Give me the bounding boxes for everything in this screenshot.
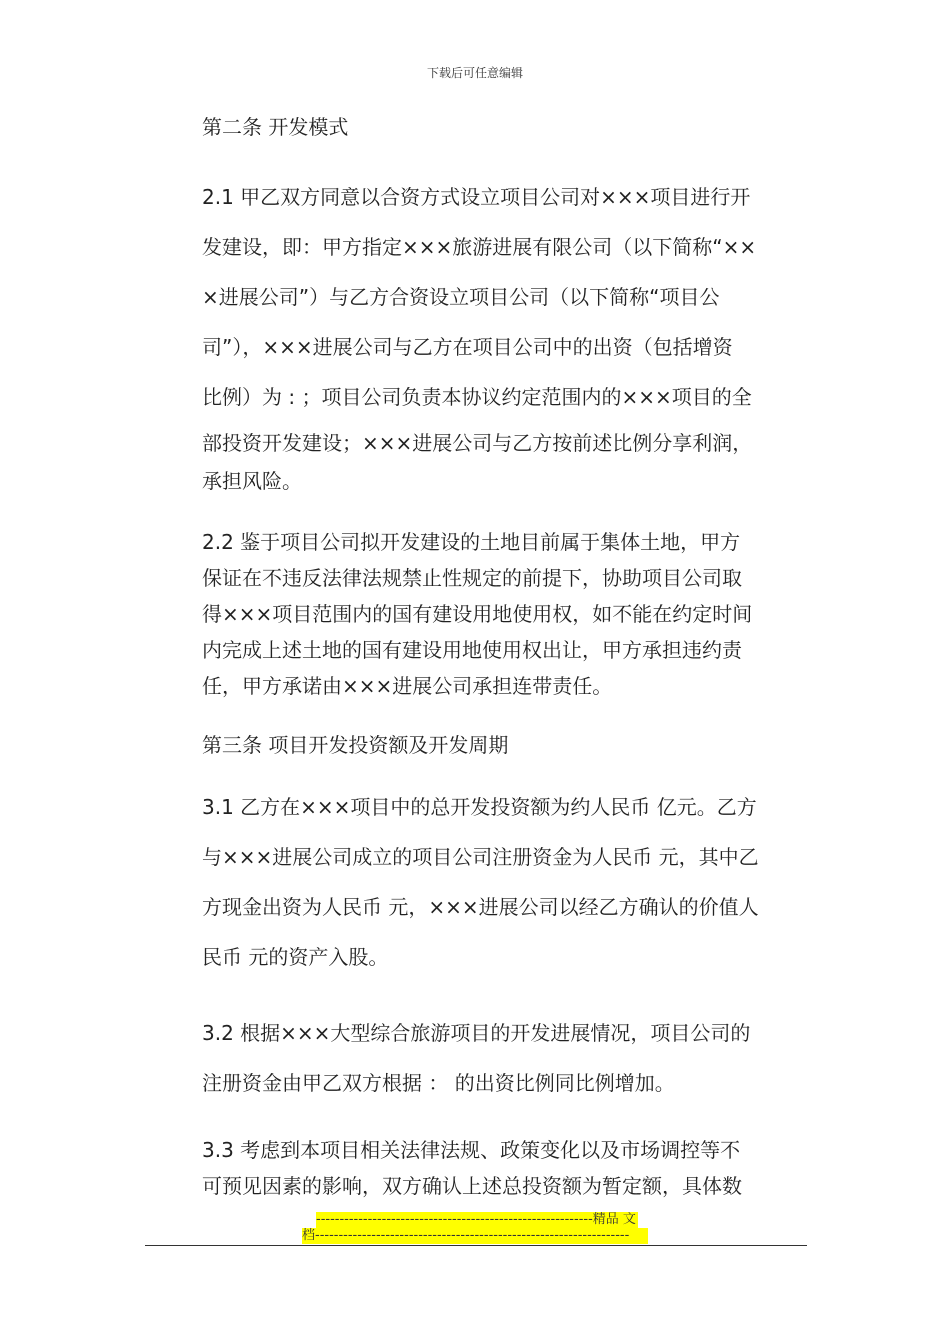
paragraph-3-1 <box>202 782 812 982</box>
paragraph-line: 发建设，即：甲方指定×××旅游进展有限公司（以下简称“×× <box>202 235 757 259</box>
paragraph-3-3 <box>202 1132 812 1204</box>
paragraph-3-2 <box>202 1008 812 1108</box>
paragraph-line: 承担风险。 <box>202 469 302 493</box>
paragraph-line: 3.1 乙方在×××项目中的总开发投资额为约人民币 亿元。乙方 <box>202 795 757 819</box>
paragraph-line: 3.3 考虑到本项目相关法律法规、政策变化以及市场调控等不 <box>202 1138 741 1162</box>
paragraph-line: 司”），×××进展公司与乙方在项目公司中的出资（包括增资 <box>202 335 733 359</box>
paragraph-line: 2.1 甲乙双方同意以合资方式设立项目公司对×××项目进行开 <box>202 185 751 209</box>
paragraph-line: 保证在不违反法律法规禁止性规定的前提下，协助项目公司取 <box>202 566 742 590</box>
paragraph-2-2 <box>202 524 812 704</box>
paragraph-line: 2.2 鉴于项目公司拟开发建设的土地目前属于集体土地，甲方 <box>202 530 741 554</box>
paragraph-line: 方现金出资为人民币 元，×××进展公司以经乙方确认的价值人 <box>202 895 759 919</box>
header-note: 下载后可任意编辑 <box>426 66 523 80</box>
article-2-title: 第二条 开发模式 <box>202 115 349 139</box>
article-3-title: 第三条 项目开发投资额及开发周期 <box>202 733 509 757</box>
paragraph-line: 与×××进展公司成立的项目公司注册资金为人民币 元，其中乙 <box>202 845 759 869</box>
paragraph-line: 3.2 根据×××大型综合旅游项目的开发进展情况，项目公司的 <box>202 1021 751 1045</box>
paragraph-line: 可预见因素的影响，双方确认上述总投资额为暂定额，具体数 <box>202 1174 742 1198</box>
paragraph-line: 比例）为 : ；项目公司负责本协议约定范围内的×××项目的全 <box>202 385 752 409</box>
paragraph-line: 注册资金由甲乙双方根据 ： 的出资比例同比例增加。 <box>202 1071 675 1095</box>
paragraph-2-1 <box>202 172 812 498</box>
paragraph-line: 内完成上述土地的国有建设用地使用权出让，甲方承担违约责 <box>202 638 742 662</box>
paragraph-line: 任，甲方承诺由×××进展公司承担连带责任。 <box>202 674 613 698</box>
document-body <box>202 112 812 1204</box>
footer-line-2: 档------------------------------------------------------------------- <box>302 1228 648 1244</box>
footer-line-1: -----------------------------------------------------------精品 文 <box>316 1212 638 1228</box>
footer-divider <box>145 1245 807 1246</box>
paragraph-line: ×进展公司”）与乙方合资设立项目公司（以下简称“项目公 <box>202 285 720 309</box>
paragraph-line: 民币 元的资产入股。 <box>202 945 389 969</box>
paragraph-line: 得×××项目范围内的国有建设用地使用权，如不能在约定时间 <box>202 602 753 626</box>
paragraph-line: 部投资开发建设；×××进展公司与乙方按前述比例分享利润， <box>202 431 753 455</box>
